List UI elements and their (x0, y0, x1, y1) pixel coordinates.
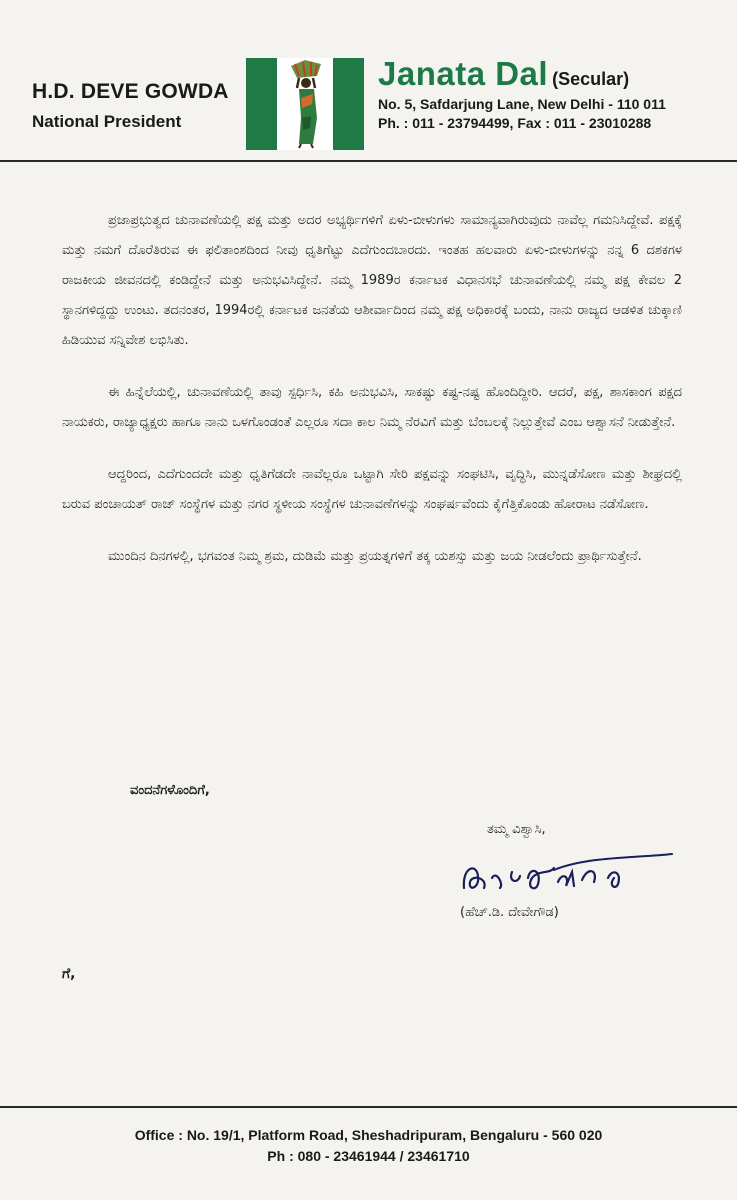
logo-green-bar-right (333, 58, 364, 150)
footer-office: Office : No. 19/1, Platform Road, Sheshadripuram, Bengaluru - 560 020 (134, 1127, 603, 1143)
recipient-label: ಗೆ, (62, 966, 76, 982)
president-name: H.D. DEVE GOWDA (32, 80, 229, 103)
footer (0, 1125, 737, 1167)
party-address: No. 5, Safdarjung Lane, New Delhi - 110 011 (378, 96, 666, 112)
party-name-text: Janata Dal (378, 55, 549, 92)
footer-phone: Ph : 080 - 23461944 / 23461710 (267, 1148, 470, 1164)
salutation: ವಂದನೆಗಳೊಂದಿಗೆ, (130, 783, 210, 798)
paragraph-2: ಈ ಹಿನ್ನೆಲೆಯಲ್ಲಿ, ಚುನಾವಣೆಯಲ್ಲಿ ತಾವು ಸ್ಪರ್ಧಿಸಿ, ಕಹಿ ಅನುಭವಿಸಿ, ಸಾಕಷ್ಟು ಕಷ್ಟ-ನಷ್ಟ ಹೊಂದಿದ್ದೀರಿ. ಆದರೆ, ಪಕ್ಷ, ಶಾಸಕಾಂಗ ಪಕ್ಷದ ನಾಯಕರು, ರಾಜ್ಯಾಧ್ಯಕ್ಷರು ಹಾಗೂ ನಾನು ಒಳಗೊಂಡಂತೆ ಎಲ್ಲರೂ ಸದಾ ಕಾಲ ನಿಮ್ಮ ನೆರವಿಗೆ ಮತ್ತು ಬೆಂಬಲಕ್ಕೆ ನಿಲ್ಲುತ್ತೇವೆ ಎಂಬ ಆಶ್ವಾಸನೆ ನೀಡುತ್ತೇನೆ. (62, 385, 682, 430)
signature-icon (458, 848, 678, 904)
header-divider (0, 160, 737, 162)
president-block (32, 80, 229, 132)
party-name (378, 55, 666, 93)
paragraph-3: ಆದ್ದರಿಂದ, ಎದೆಗುಂದದೇ ಮತ್ತು ಧೃತಿಗೆಡದೇ ನಾವೆಲ್ಲರೂ ಒಟ್ಟಾಗಿ ಸೇರಿ ಪಕ್ಷವನ್ನು ಸಂಘಟಿಸಿ, ವೃದ್ಧಿಸಿ, ಮುನ್ನಡೆಸೋಣ ಮತ್ತು ಶೀಘ್ರದಲ್ಲಿ ಬರುವ ಪಂಚಾಯತ್ ರಾಜ್ ಸಂಸ್ಥೆಗಳ ಮತ್ತು ನಗರ ಸ್ಥಳೀಯ ಸಂಸ್ಥೆಗಳ ಚುನಾವಣೆಗಳನ್ನು ಸಂಘರ್ಷವೆಂದು ಕೈಗೆತ್ತಿಕೊಂಡು ಹೋರಾಟ ನಡೆಸೋಣ. (62, 467, 682, 512)
footer-divider (0, 1106, 737, 1108)
logo-green-bar-left (246, 58, 277, 150)
party-suffix: (Secular) (552, 69, 630, 89)
president-title: National President (32, 112, 182, 131)
paragraph-1: ಪ್ರಜಾಪ್ರಭುತ್ವದ ಚುನಾವಣೆಯಲ್ಲಿ ಪಕ್ಷ ಮತ್ತು ಅದರ ಅಭ್ಯರ್ಥಿಗಳಿಗೆ ಏಳು-ಬೀಳುಗಳು ಸಾಮಾನ್ಯವಾಗಿರುವುದು ನಾವೆಲ್ಲ ಗಮನಿಸಿದ್ದೇವೆ. ಪಕ್ಷಕ್ಕೆ ಮತ್ತು ನಮಗೆ ದೊರೆತಿರುವ ಈ ಫಲಿತಾಂಶದಿಂದ ನೀವು ಧೃತಿಗೆಟ್ಟು ಎದೆಗುಂದಬಾರದು. ಇಂತಹ ಹಲವಾರು ಏಳು-ಬೀಳುಗಳನ್ನು ನನ್ನ 6 ದಶಕಗಳ ರಾಜಕೀಯ ಜೀವನದಲ್ಲಿ ಕಂಡಿದ್ದೇನೆ ಮತ್ತು ಅನುಭವಿಸಿದ್ದೇನೆ. ನಮ್ಮ 1989ರ ಕರ್ನಾಟಕ ವಿಧಾನಸಭೆ ಚುನಾವಣೆಯಲ್ಲಿ ನಮ್ಮ ಪಕ್ಷ ಕೇವಲ 2 ಸ್ಥಾನಗಳಿದ್ದದ್ದು ಉಂಟು. ತದನಂತರ, 1994ರಲ್ಲಿ ಕರ್ನಾಟಕ ಜನತೆಯ ಆಶೀರ್ವಾದಿಂದ ನಮ್ಮ ಪಕ್ಷ ಅಧಿಕಾರಕ್ಕೆ ಬಂದು, ನಾನು ರಾಜ್ಯದ ಆಡಳಿತ ಚುಕ್ಕಾಣಿ ಹಿಡಿಯುವ ಸನ್ನಿವೇಶ ಲಭಿಸಿತು. (62, 213, 682, 348)
party-phone-fax: Ph. : 011 - 23794499, Fax : 011 - 23010288 (378, 115, 652, 131)
party-block (378, 55, 666, 131)
yours-faithfully: ತಮ್ಮ ವಿಶ್ವಾಸಿ, (487, 822, 546, 837)
signatory-name: (ಹೆಚ್.ಡಿ. ದೇವೇಗೌಡ) (460, 905, 559, 920)
woman-farmer-icon (277, 58, 333, 150)
letter-body (62, 206, 682, 594)
party-logo (246, 58, 364, 150)
paragraph-4: ಮುಂದಿನ ದಿನಗಳಲ್ಲಿ, ಭಗವಂತ ನಿಮ್ಮ ಶ್ರಮ, ದುಡಿಮೆ ಮತ್ತು ಪ್ರಯತ್ನಗಳಿಗೆ ತಕ್ಕ ಯಶಸ್ಸು ಮತ್ತು ಜಯ ನೀಡಲೆಂದು ಪ್ರಾರ್ಥಿಸುತ್ತೇನೆ. (108, 549, 642, 564)
